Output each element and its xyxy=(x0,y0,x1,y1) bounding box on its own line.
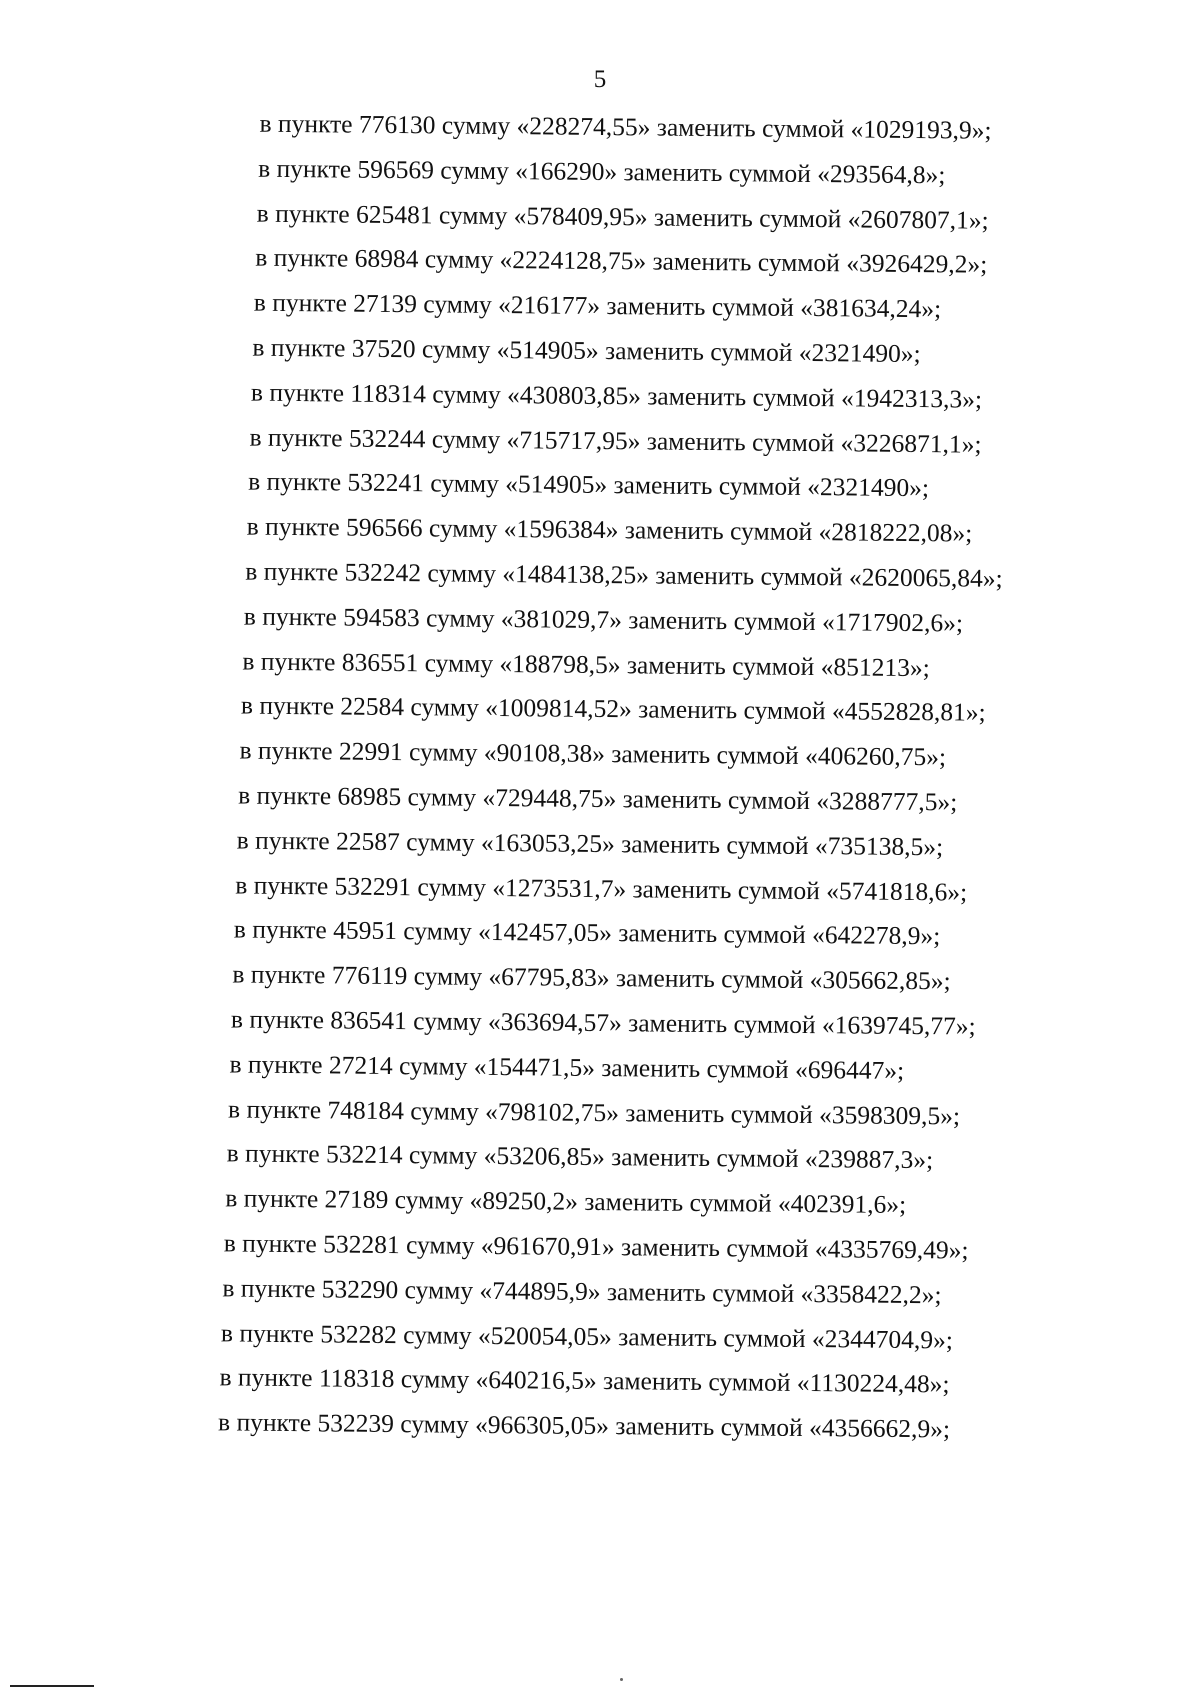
amendment-line: в пункте 596569 сумму «166290» заменить суммой «293564,8»; xyxy=(258,153,946,190)
amendment-line: в пункте 27139 сумму «216177» заменить суммой «381634,24»; xyxy=(253,287,942,324)
amendment-line: в пункте 532214 сумму «53206,85» заменить суммой «239887,3»; xyxy=(226,1138,934,1175)
amendment-line: в пункте 22587 сумму «163053,25» заменить суммой «735138,5»; xyxy=(236,825,944,862)
amendment-line: в пункте 532290 сумму «744895,9» заменить суммой «3358422,2»; xyxy=(222,1273,942,1310)
amendment-line: в пункте 45951 сумму «142457,05» заменить суммой «642278,9»; xyxy=(233,914,941,951)
amendment-line: в пункте 37520 сумму «514905» заменить суммой «2321490»; xyxy=(252,332,921,369)
amendment-line: в пункте 776130 сумму «228274,55» заменить суммой «1029193,9»; xyxy=(259,108,992,145)
amendment-line: в пункте 532282 сумму «520054,05» заменить суммой «2344704,9»; xyxy=(220,1317,954,1355)
scan-dot-mark xyxy=(620,1678,623,1681)
amendment-line: в пункте 532242 сумму «1484138,25» заменить суммой «2620065,84»; xyxy=(245,556,1003,593)
amendment-line: в пункте 68985 сумму «729448,75» заменить суммой «3288777,5»; xyxy=(238,780,958,817)
amendment-line: в пункте 27214 сумму «154471,5» заменить суммой «696447»; xyxy=(229,1049,905,1085)
amendment-line: в пункте 594583 сумму «381029,7» заменить суммой «1717902,6»; xyxy=(243,601,964,638)
amendment-line: в пункте 748184 сумму «798102,75» заменить суммой «3598309,5»; xyxy=(227,1094,961,1131)
amendment-line: в пункте 118318 сумму «640216,5» заменить суммой «1130224,48»; xyxy=(219,1362,950,1399)
amendment-line: в пункте 532281 сумму «961670,91» заменить суммой «4335769,49»; xyxy=(223,1228,969,1265)
scan-edge-mark xyxy=(10,1685,94,1687)
amendment-line: в пункте 532239 сумму «966305,05» заменить суммой «4356662,9»; xyxy=(217,1407,951,1444)
amendment-line: в пункте 625481 сумму «578409,95» заменить суммой «2607807,1»; xyxy=(256,198,989,235)
page-number: 5 xyxy=(593,66,607,93)
amendment-line: в пункте 27189 сумму «89250,2» заменить суммой «402391,6»; xyxy=(225,1183,907,1220)
amendment-line: в пункте 532244 сумму «715717,95» заменить суммой «3226871,1»; xyxy=(249,422,982,459)
amendment-line: в пункте 22991 сумму «90108,38» заменить суммой «406260,75»; xyxy=(239,735,947,772)
amendment-line: в пункте 776119 сумму «67795,83» заменить суммой «305662,85»; xyxy=(232,959,951,996)
amendment-line: в пункте 118314 сумму «430803,85» заменить суммой «1942313,3»; xyxy=(250,377,983,414)
amendment-line: в пункте 836541 сумму «363694,57» заменить суммой «1639745,77»; xyxy=(230,1004,976,1041)
amendment-line: в пункте 532241 сумму «514905» заменить суммой «2321490»; xyxy=(248,466,930,503)
amendment-line: в пункте 596566 сумму «1596384» заменить суммой «2818222,08»; xyxy=(246,511,973,548)
amendment-line: в пункте 68984 сумму «2224128,75» заменить суммой «3926429,2»; xyxy=(255,243,988,280)
document-body xyxy=(7,106,1200,1444)
amendment-line: в пункте 532291 сумму «1273531,7» заменить суммой «5741818,6»; xyxy=(235,870,968,907)
amendment-line: в пункте 22584 сумму «1009814,52» заменить суммой «4552828,81»; xyxy=(240,690,986,728)
amendment-line: в пункте 836551 сумму «188798,5» заменить суммой «851213»; xyxy=(242,646,930,682)
